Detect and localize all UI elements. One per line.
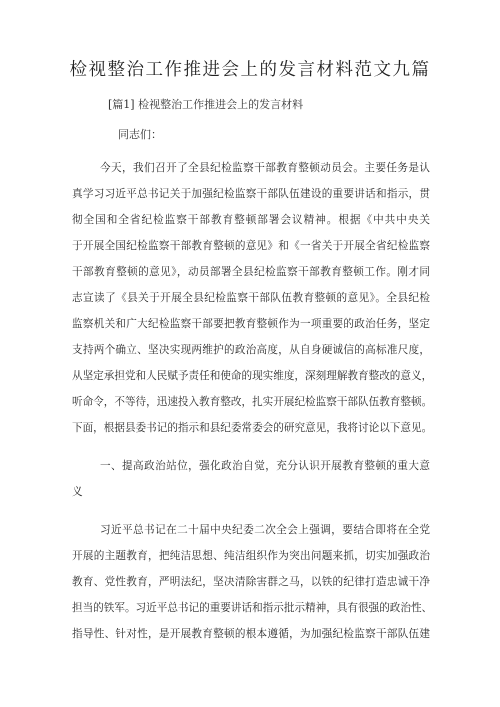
text-line: 今天，我们召开了全县纪检监察干部教育整顿动员会。主要任务是认 (100, 162, 430, 174)
text-line: 义 (72, 486, 83, 498)
text-line: 志宣读了《县关于开展全县纪检监察干部队伍教育整顿的意见》。全县纪检 (72, 292, 430, 304)
text-line: 监察机关和广大纪检监察干部要把教育整顿作为一项重要的政治任务，坚定 (72, 318, 430, 330)
section-subtitle: [篇1] 检视整治工作推进会上的发言材料 (108, 98, 304, 111)
text-line: 真学习习近平总书记关于加强纪检监察干部队伍建设的重要讲话和指示，贯 (72, 188, 430, 200)
text-line: 于开展全国纪检监察干部教育整顿的意见》和《一省关于开展全省纪检监察 (72, 240, 430, 252)
text-line: 开展的主题教育，把纯洁思想、纯洁组织作为突出问题来抓，切实加强政治 (72, 550, 430, 562)
document-title: 检视整治工作推进会上的发言材料范文九篇 (69, 60, 431, 80)
text-line: 指导性、针对性，是开展教育整顿的根本遵循，为加强纪检监察干部队伍建 (72, 628, 430, 640)
text-line: 彻全国和全省纪检监察干部教育整顿部署会议精神。根据《中共中央关 (72, 214, 430, 226)
text-line: 担当的铁军。习近平总书记的重要讲话和指示批示精神，具有很强的政治性、 (72, 602, 433, 614)
text-line: 干部教育整顿的意见》，动员部署全县纪检监察干部教育整顿工作。刚才同 (72, 266, 430, 278)
text-line: 听命令，不等待，迅速投入教育整改，扎实开展纪检监察干部队伍教育整顿。 (72, 396, 433, 408)
text-line: 教育、党性教育，严明法纪，坚决清除害群之马，以铁的纪律打造忠诚干净 (72, 576, 430, 588)
greeting: 同志们： (118, 128, 162, 141)
text-line: 习近平总书记在二十届中央纪委二次全会上强调，要结合即将在全党 (100, 524, 430, 536)
text-line: 从坚定承担党和人民赋予责任和使命的现实维度，深刻理解教育整改的意义， (72, 370, 433, 382)
text-line: 一、提高政治站位，强化政治自觉，充分认识开展教育整顿的重大意 (100, 460, 430, 472)
text-line: 下面，根据县委书记的指示和县纪委常委会的研究意见，我将讨论以下意见。 (72, 422, 433, 434)
text-line: 支持两个确立、坚决实现两维护的政治高度，从自身硬诚信的高标准尺度， (72, 344, 430, 356)
